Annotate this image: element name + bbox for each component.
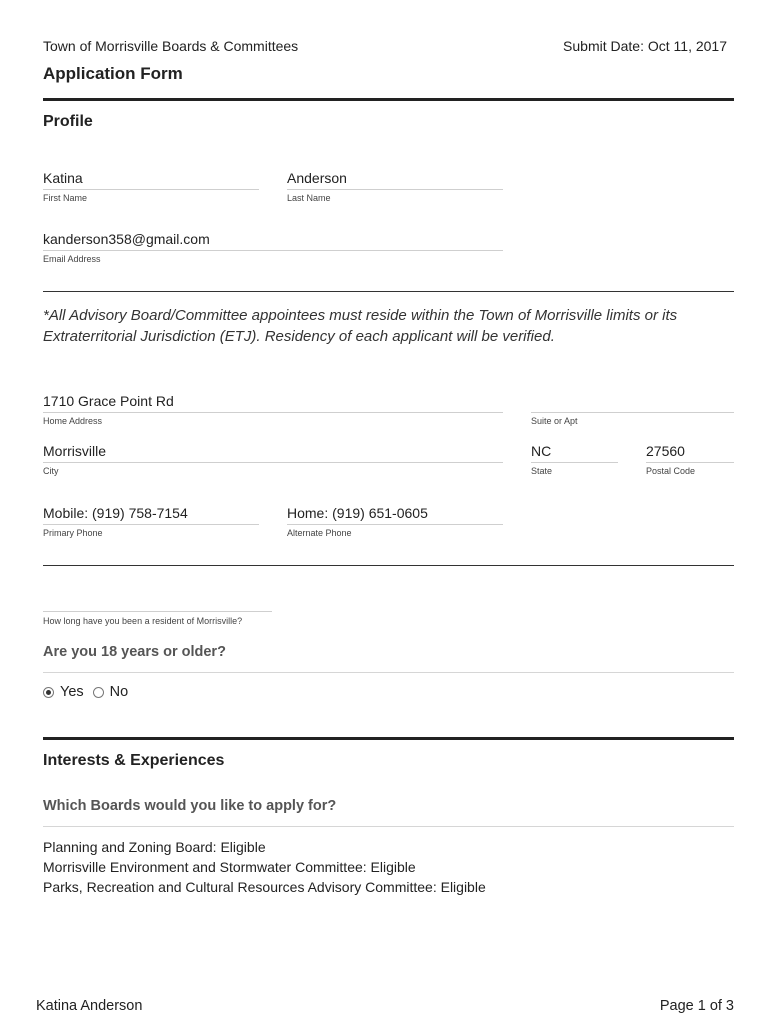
submit-date: Submit Date: Oct 11, 2017 xyxy=(563,38,727,54)
suite-field[interactable] xyxy=(531,392,734,413)
footer-applicant-name: Katina Anderson xyxy=(36,998,143,1014)
suite-label: Suite or Apt xyxy=(531,416,578,426)
board-item: Morrisville Environment and Stormwater Committee: Eligible xyxy=(43,859,416,875)
board-item: Parks, Recreation and Cultural Resources Advisory Committee: Eligible xyxy=(43,879,486,895)
primary-phone-field[interactable]: Mobile: (919) 758-7154 xyxy=(43,504,259,525)
divider xyxy=(43,672,734,673)
email-field[interactable]: kanderson358@gmail.com xyxy=(43,230,503,251)
age-question: Are you 18 years or older? xyxy=(43,644,226,660)
first-name-label: First Name xyxy=(43,193,88,203)
board-item: Planning and Zoning Board: Eligible xyxy=(43,839,266,855)
org-name: Town of Morrisville Boards & Committees xyxy=(43,38,299,54)
boards-question: Which Boards would you like to apply for? xyxy=(43,798,337,814)
state-field[interactable]: NC xyxy=(531,442,618,463)
postal-code-field[interactable]: 27560 xyxy=(646,442,734,463)
divider xyxy=(43,565,734,566)
form-title: Application Form xyxy=(43,64,183,83)
first-name-field[interactable]: Katina xyxy=(43,169,259,190)
interests-section-title: Interests & Experiences xyxy=(43,752,225,769)
alternate-phone-label: Alternate Phone xyxy=(287,528,352,538)
page-number: Page 1 of 3 xyxy=(659,998,734,1014)
residence-length-field[interactable] xyxy=(43,591,272,612)
radio-yes[interactable] xyxy=(43,687,54,698)
radio-yes-label: Yes xyxy=(60,684,84,700)
residence-length-label: How long have you been a resident of Morrisville? xyxy=(43,616,243,626)
home-address-label: Home Address xyxy=(43,416,103,426)
last-name-label: Last Name xyxy=(287,193,331,203)
profile-section-title: Profile xyxy=(43,113,93,130)
city-label: City xyxy=(43,466,59,476)
divider xyxy=(43,826,734,827)
city-field[interactable]: Morrisville xyxy=(43,442,503,463)
header-divider xyxy=(43,98,734,101)
radio-no[interactable] xyxy=(93,687,104,698)
primary-phone-label: Primary Phone xyxy=(43,528,103,538)
radio-no-label: No xyxy=(109,684,129,700)
last-name-field[interactable]: Anderson xyxy=(287,169,503,190)
divider xyxy=(43,291,734,292)
email-label: Email Address xyxy=(43,254,101,264)
alternate-phone-field[interactable]: Home: (919) 651-0605 xyxy=(287,504,503,525)
state-label: State xyxy=(531,466,553,476)
postal-code-label: Postal Code xyxy=(646,466,696,476)
residency-note: *All Advisory Board/Committee appointees must reside within the Town of Morrisville limits or its Extraterritorial Jurisdiction (ETJ). Residency of each applicant will be verified. xyxy=(43,307,678,345)
age-radio-group xyxy=(43,684,128,700)
home-address-field[interactable]: 1710 Grace Point Rd xyxy=(43,392,503,413)
section-divider xyxy=(43,737,734,740)
